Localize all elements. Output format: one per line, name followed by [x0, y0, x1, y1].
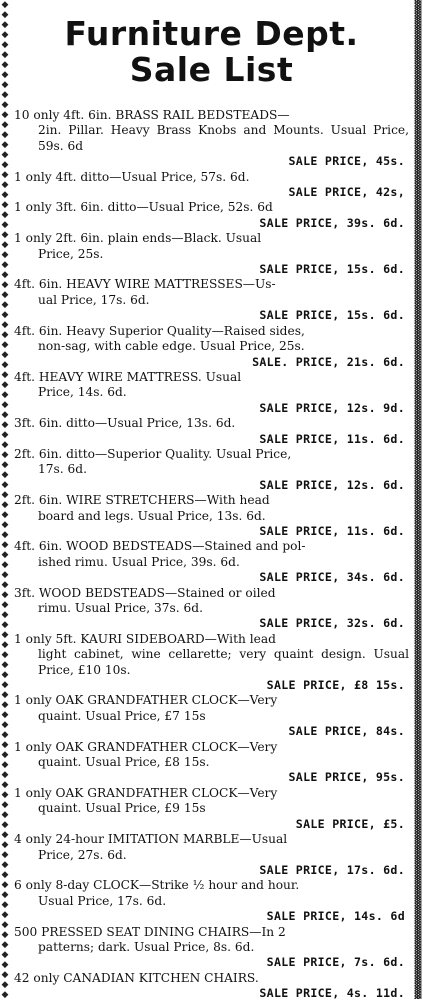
item-description-continued: quaint. Usual Price, £9 15s: [38, 801, 206, 816]
sale-price: SALE PRICE, 34s. 6d.: [259, 570, 405, 585]
item-description-continued: light cabinet, wine cellarette; very quaint design. Usual Price, £10 10s.: [38, 647, 409, 677]
list-item: [14, 493, 409, 539]
item-description-continued: board and legs. Usual Price, 13s. 6d.: [38, 508, 266, 523]
sale-price: SALE PRICE, £8 15s.: [266, 678, 405, 693]
item-description: 1 only OAK GRANDFATHER CLOCK—Very: [14, 785, 278, 800]
sale-price: SALE PRICE, 4s. 11d.: [259, 986, 405, 1001]
item-description: 1 only OAK GRANDFATHER CLOCK—Very: [14, 693, 278, 708]
item-description: 10 only 4ft. 6in. BRASS RAIL BEDSTEADS—: [14, 108, 290, 122]
item-description-continued: quaint. Usual Price, £7 15s: [38, 708, 206, 723]
list-item: [14, 324, 409, 370]
list-item: [14, 108, 409, 170]
sale-price: SALE PRICE, 32s. 6d.: [259, 616, 405, 631]
item-description-continued: Usual Price, 17s. 6d.: [38, 893, 167, 908]
list-item: [14, 200, 409, 231]
list-item: [14, 231, 409, 277]
item-description-continued: Price, 14s. 6d.: [38, 385, 127, 400]
item-description-continued: Price, 27s. 6d.: [38, 847, 127, 862]
list-item: [14, 971, 409, 1002]
list-item: [14, 539, 409, 585]
list-item: [14, 170, 409, 201]
item-description: 4ft. 6in. Heavy Superior Quality—Raised sides,: [14, 323, 305, 338]
sale-price: SALE PRICE, 11s. 6d.: [259, 523, 405, 538]
sale-price: SALE PRICE, 17s. 6d.: [259, 862, 405, 877]
item-description: 4ft. HEAVY WIRE MATTRESS. Usual: [14, 369, 242, 384]
item-description-continued: quaint. Usual Price, £8 15s.: [38, 755, 210, 770]
list-item: [14, 632, 409, 694]
item-description: 42 only CANADIAN KITCHEN CHAIRS.: [14, 970, 259, 985]
sale-price: SALE PRICE, 12s. 6d.: [259, 477, 405, 492]
heading-furniture-dept: Furniture Dept.: [64, 14, 359, 53]
sale-price: SALE PRICE, 42s,: [288, 185, 405, 200]
sale-price: SALE PRICE, 15s. 6d.: [259, 262, 405, 277]
list-item: [14, 416, 409, 447]
decorative-border-left: ◆◆◆◆◆◆◆◆◆◆◆◆◆◆◆◆◆◆◆◆◆◆◆◆◆◆◆◆◆◆◆◆◆◆◆◆◆◆◆◆◆◆◆◆◆◆◆◆◆◆◆◆◆◆◆◆◆◆◆◆◆◆◆◆◆◆◆◆◆◆◆◆◆◆◆◆◆◆◆◆◆◆◆◆◆◆◆◆◆◆◆◆◆◆◆◆◆◆◆◆: [1, 0, 9, 1000]
sale-price: SALE PRICE, 15s. 6d.: [259, 308, 405, 323]
list-item: [14, 740, 409, 786]
item-description-continued: 2in. Pillar. Heavy Brass Knobs and Mounts. Usual Price, 59s. 6d: [38, 123, 409, 153]
item-description: 1 only 2ft. 6in. plain ends—Black. Usual: [14, 231, 262, 246]
item-description: 4ft. 6in. HEAVY WIRE MATTRESSES—Us-: [14, 277, 276, 292]
sale-items-list: [14, 108, 409, 1002]
sale-price: SALE PRICE, 84s.: [288, 724, 405, 739]
list-item: [14, 832, 409, 878]
item-description: 2ft. 6in. ditto—Superior Quality. Usual Price,: [14, 446, 292, 461]
item-description: 4 only 24-hour IMITATION MARBLE—Usual: [14, 832, 288, 847]
sale-price: SALE PRICE, £5.: [295, 816, 405, 831]
item-description-continued: ished rimu. Usual Price, 39s. 6d.: [38, 554, 240, 569]
heading-sale-list: Sale List: [129, 50, 294, 89]
item-description: 3ft. WOOD BEDSTEADS—Stained or oiled: [14, 585, 276, 600]
list-item: [14, 277, 409, 323]
item-description: 1 only 5ft. KAURI SIDEBOARD—With lead: [14, 631, 276, 646]
list-item: [14, 786, 409, 832]
item-description: 1 only 3ft. 6in. ditto—Usual Price, 52s. 6d: [14, 200, 273, 215]
sale-price: SALE PRICE, 14s. 6d: [266, 909, 405, 924]
sale-price: SALE. PRICE, 21s. 6d.: [252, 354, 405, 369]
list-item: [14, 693, 409, 739]
advertisement-body: [14, 0, 409, 1001]
item-description-continued: Price, 25s.: [38, 246, 104, 261]
item-description: 1 only 4ft. ditto—Usual Price, 57s. 6d.: [14, 169, 250, 184]
sale-price: SALE PRICE, 45s.: [288, 154, 405, 169]
item-description: 6 only 8-day CLOCK—Strike ½ hour and hour.: [14, 878, 300, 893]
sale-price: SALE PRICE, 39s. 6d.: [259, 215, 405, 230]
sale-price: SALE PRICE, 12s. 9d.: [259, 400, 405, 415]
item-description: 2ft. 6in. WIRE STRETCHERS—With head: [14, 493, 270, 508]
list-item: [14, 447, 409, 493]
item-description: 500 PRESSED SEAT DINING CHAIRS—In 2: [14, 924, 286, 939]
item-description: 3ft. 6in. ditto—Usual Price, 13s. 6d.: [14, 416, 236, 431]
list-item: [14, 925, 409, 971]
sale-price: SALE PRICE, 95s.: [288, 770, 405, 785]
list-item: [14, 370, 409, 416]
item-description-continued: 17s. 6d.: [38, 462, 87, 477]
sale-price: SALE PRICE, 7s. 6d.: [266, 955, 405, 970]
item-description: 4ft. 6in. WOOD BEDSTEADS—Stained and pol-: [14, 539, 306, 554]
decorative-border-right: ▓▓▓▓▓▓▓▓▓▓▓▓▓▓▓▓▓▓▓▓▓▓▓▓▓▓▓▓▓▓▓▓▓▓▓▓▓▓▓▓▓▓▓▓▓▓▓▓▓▓▓▓▓▓▓▓▓▓▓▓▓▓▓▓▓▓▓▓▓▓▓▓▓▓▓▓▓▓▓▓▓▓▓▓▓▓▓▓▓▓▓▓▓▓▓▓▓▓▓▓: [414, 0, 422, 1000]
item-description: 1 only OAK GRANDFATHER CLOCK—Very: [14, 739, 278, 754]
item-description-continued: patterns; dark. Usual Price, 8s. 6d.: [38, 939, 255, 954]
item-description-continued: rimu. Usual Price, 37s. 6d.: [38, 601, 203, 615]
list-item: [14, 878, 409, 924]
list-item: [14, 586, 409, 632]
item-description-continued: ual Price, 17s. 6d.: [38, 292, 150, 307]
sale-price: SALE PRICE, 11s. 6d.: [259, 431, 405, 446]
item-description-continued: non-sag, with cable edge. Usual Price, 25s.: [38, 339, 305, 354]
